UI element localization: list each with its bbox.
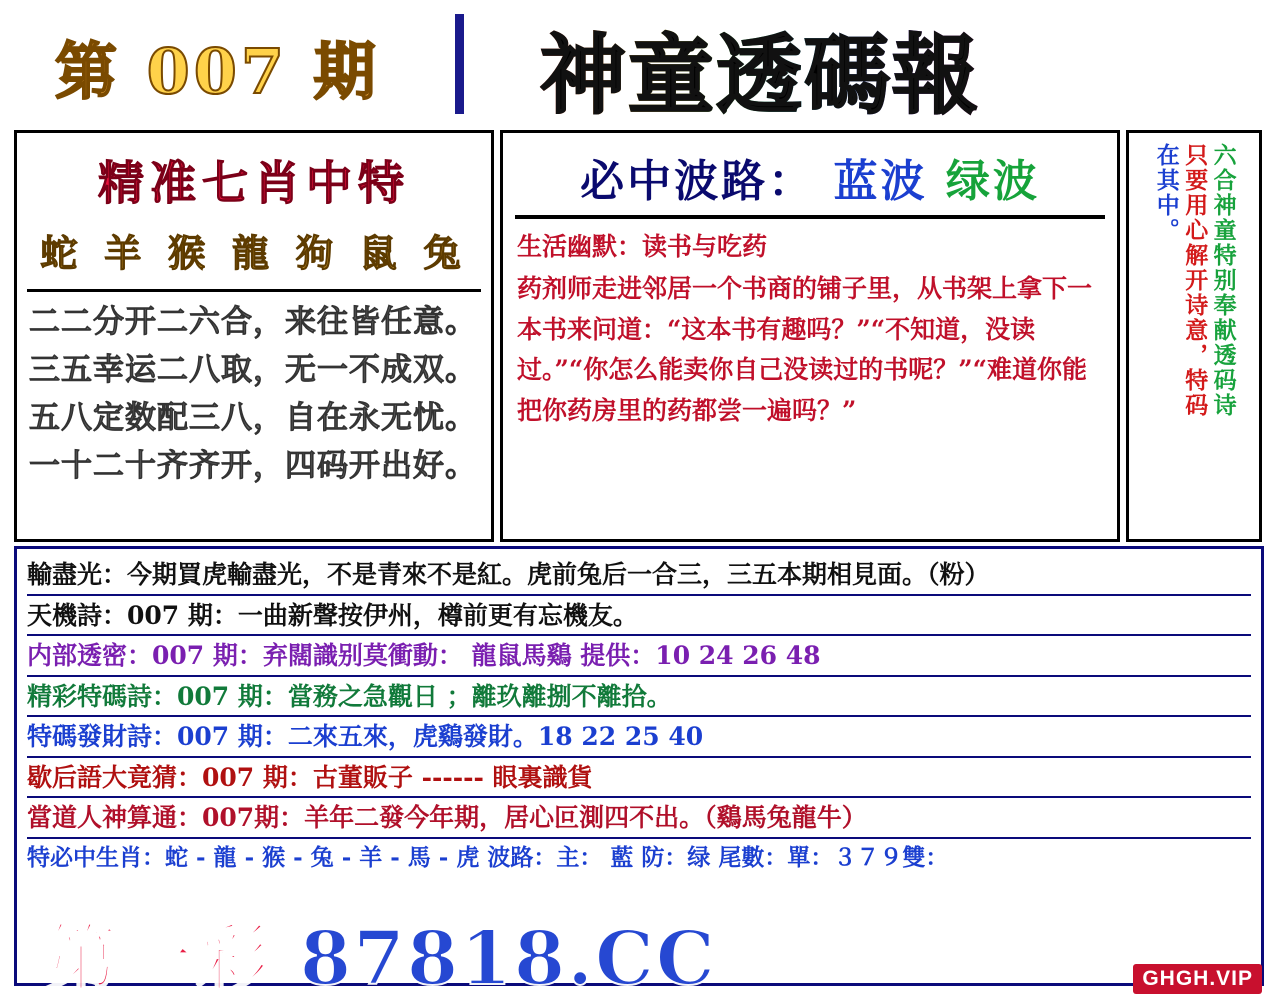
vertical-column-2: 只要用心解开诗意，特码 <box>1181 143 1209 418</box>
verse-line: 五八定数配三八，自在永无忧。 <box>29 400 477 437</box>
panel-wave-path <box>500 130 1120 542</box>
panel-mid-title <box>503 145 1117 209</box>
page-header <box>0 0 1278 128</box>
humor-subtitle: 生活幽默：读书与吃药 <box>517 232 768 261</box>
page-title: 神童透碼報 <box>540 6 980 130</box>
prediction-row: 當道人神算通：007期：羊年二發今年期，居心叵測四不出。（鷄馬兔龍牛） <box>27 798 1251 839</box>
verse-line: 二二分开二六合，来往皆任意。 <box>29 304 477 340</box>
prediction-row: 特碼發財詩：007 期：二來五來，虎鷄發財。18 22 25 40 <box>27 717 1251 758</box>
watermark-site-text: 87818.CC <box>299 916 717 1002</box>
panel-left-title: 精准七肖中特 <box>98 156 410 210</box>
humor-paragraph: 药剂师走进邻居一个书商的铺子里，从书架上拿下一本书来问道：“这本书有趣吗？”“不知道，没读过。”“你怎么能卖你自己没读过的书呢？”“难道你能把你药房里的药都尝一遍吗？” <box>517 274 1093 425</box>
prediction-row: 天機詩：007 期：一曲新聲按伊州，樽前更有忘機友。 <box>27 596 1251 637</box>
panel-lucky-zodiac <box>14 130 494 542</box>
vertical-columns <box>1129 133 1259 539</box>
watermark-brand-text: 第一彩 <box>44 916 272 1002</box>
issue-suffix: 期 <box>313 35 380 108</box>
watermark-badge: GHGH.VIP <box>1133 964 1262 994</box>
prediction-row: 歇后語大竟猜：007 期：古董販子 ------ 眼裏識貨 <box>27 758 1251 799</box>
verse-line: 一十二十齐齐开，四码开出好。 <box>29 448 477 485</box>
prediction-row: 精彩特碼詩：007 期：當務之急觀日 ；離玖離捌不離拾。 <box>27 677 1251 718</box>
issue-prefix: 第 <box>55 35 122 108</box>
panel-mid-rule <box>515 215 1105 219</box>
panel-mid-body <box>517 227 1103 431</box>
issue-number: 007 <box>146 35 289 108</box>
wave-blue: 蓝波 <box>833 156 928 207</box>
panels-row <box>14 130 1264 542</box>
verse-line: 三五幸运二八取，无一不成双。 <box>29 352 477 389</box>
panel-left-zodiac-list: 蛇 羊 猴 龍 狗 鼠 兔 <box>40 231 468 275</box>
panel-vertical-note <box>1126 130 1262 542</box>
wave-green: 绿波 <box>945 156 1040 207</box>
watermark-brand <box>44 900 717 1006</box>
prediction-row: 特必中生肖：蛇 - 龍 - 猴 - 兔 - 羊 - 馬 - 虎 波路：主： 藍 防：绿 尾數：單：３７９雙： <box>27 843 949 871</box>
issue-label <box>55 22 380 111</box>
header-divider <box>455 14 464 114</box>
vertical-column-1: 六合神童特别奉献透码诗 <box>1209 143 1237 418</box>
wave-label: 必中波路： <box>580 156 816 207</box>
prediction-row: 輸盡光：今期買虎輸盡光，不是青來不是紅。虎前兔后一合三，三五本期相見面。（粉） <box>27 555 1251 596</box>
panel-left-rule <box>27 289 481 292</box>
prediction-row: 内部透密：007 期：弃闊識别莫衝動： 龍鼠馬鷄 提供：10 24 26 48 <box>27 636 1251 677</box>
panel-left-verses <box>29 298 479 490</box>
vertical-column-3: 在其中。 <box>1152 143 1180 243</box>
